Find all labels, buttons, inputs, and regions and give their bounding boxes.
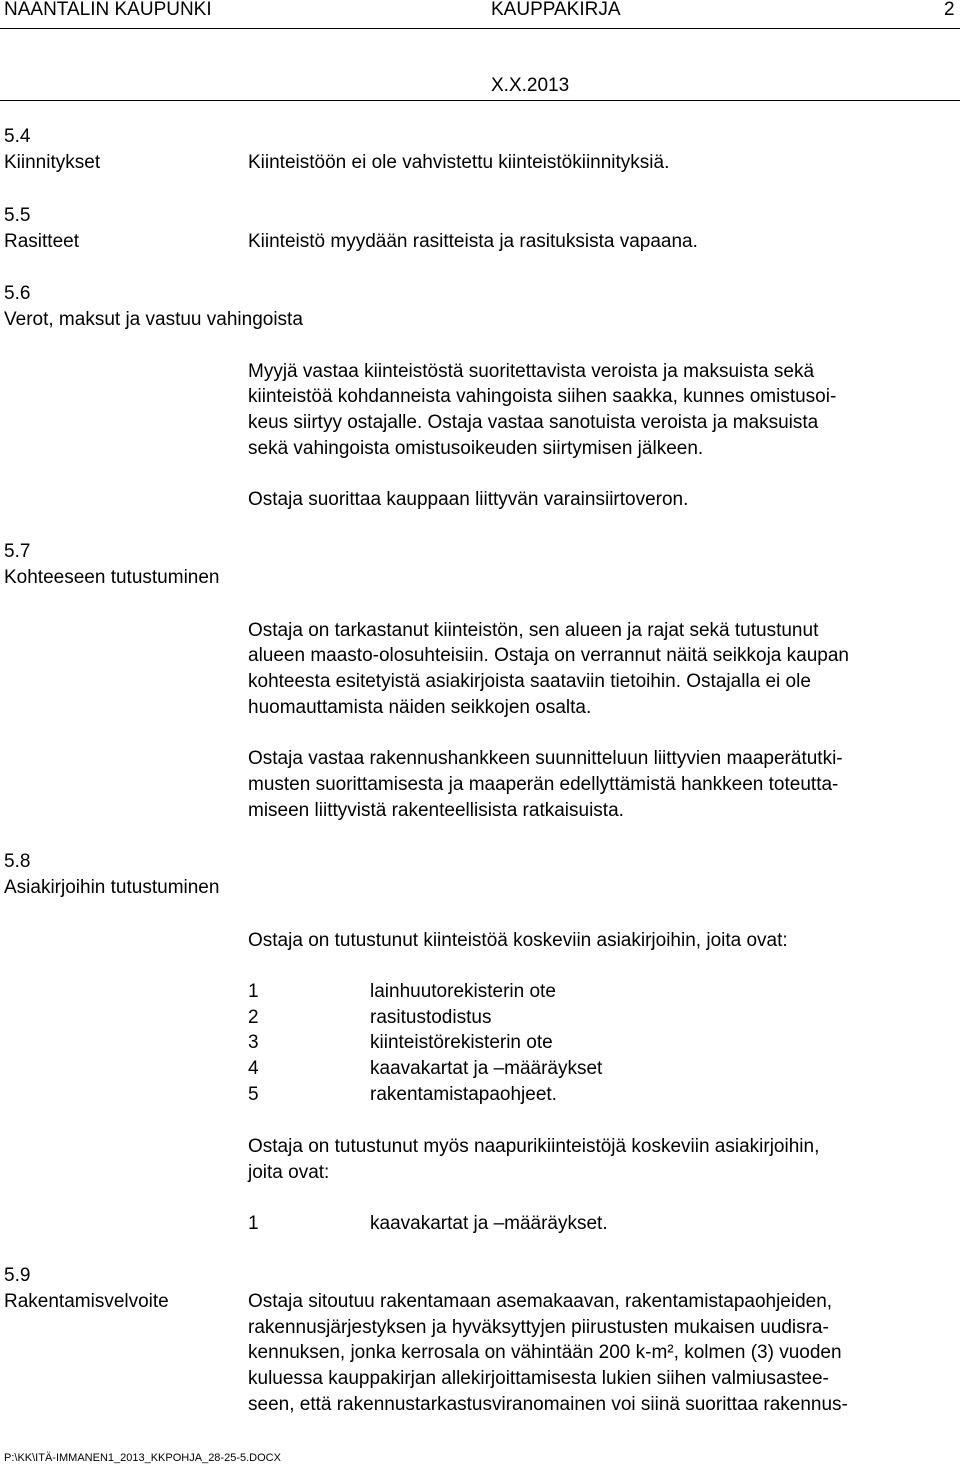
header-doc-title: KAUPPAKIRJA xyxy=(491,0,621,20)
doc-list-item: kaavakartat ja –määräykset xyxy=(370,1058,603,1079)
doc-list-number: 4 xyxy=(248,1058,259,1079)
neighbour-doc-list-number: 1 xyxy=(248,1213,259,1234)
header-top-rule xyxy=(0,28,960,29)
section-5-6-line-2: kiinteistöä kohdanneista vahingoista siihen saakka, kunnes omistusoi- xyxy=(248,386,837,407)
doc-list-item: kiinteistörekisterin ote xyxy=(370,1032,553,1053)
section-5-5-title: Rasitteet xyxy=(4,231,79,252)
doc-list-number: 5 xyxy=(248,1084,259,1105)
section-5-9-line-5: seen, että rakennustarkastusviranomainen voi siinä suorittaa rakennus- xyxy=(248,1394,848,1415)
section-5-4-text: Kiinteistöön ei ole vahvistettu kiinteistökiinnityksiä. xyxy=(248,152,670,173)
section-5-7-p1-line-1: Ostaja on tarkastanut kiinteistön, sen alueen ja rajat sekä tutustunut xyxy=(248,620,819,641)
doc-list-item: rakentamistapaohjeet. xyxy=(370,1084,557,1105)
section-5-9-line-2: rakennusjärjestyksen ja hyväksyttyjen piirustusten mukaisen uudisra- xyxy=(248,1317,829,1338)
section-5-6-line-1: Myyjä vastaa kiinteistöstä suoritettavista veroista ja maksuista sekä xyxy=(248,361,815,382)
header-org: NAANTALIN KAUPUNKI xyxy=(4,0,212,20)
section-5-7-p1-line-2: alueen maasto-olosuhteisiin. Ostaja on verrannut näitä seikkoja kaupan xyxy=(248,645,849,666)
section-5-9-number: 5.9 xyxy=(4,1265,31,1286)
section-5-8-neighbour-intro-line-2: joita ovat: xyxy=(248,1162,330,1183)
header-date: X.X.2013 xyxy=(491,75,570,96)
section-5-9-line-3: kennuksen, jonka kerrosala on vähintään 200 k-m², kolmen (3) vuoden xyxy=(248,1342,842,1363)
section-5-6-number: 5.6 xyxy=(4,283,31,304)
section-5-7-p1-line-3: kohteesta esitetyistä asiakirjoista saataviin tietoihin. Ostajalla ei ole xyxy=(248,671,811,692)
section-5-6-line-3: keus siirtyy ostajalle. Ostaja vastaa sanotuista veroista ja maksuista xyxy=(248,412,819,433)
section-5-8-title: Asiakirjoihin tutustuminen xyxy=(4,877,220,898)
doc-list-item: rasitustodistus xyxy=(370,1007,492,1028)
section-5-7-title: Kohteeseen tutustuminen xyxy=(4,567,220,588)
section-5-8-intro: Ostaja on tutustunut kiinteistöä koskeviin asiakirjoihin, joita ovat: xyxy=(248,930,788,951)
section-5-4-number: 5.4 xyxy=(4,126,31,147)
doc-list-number: 3 xyxy=(248,1032,259,1053)
header-bottom-rule xyxy=(0,100,960,101)
doc-list-item: lainhuutorekisterin ote xyxy=(370,981,556,1002)
section-5-7-p2-line-1: Ostaja vastaa rakennushankkeen suunnitteluun liittyvien maaperätutki- xyxy=(248,748,843,769)
section-5-6-title: Verot, maksut ja vastuu vahingoista xyxy=(4,309,303,330)
section-5-7-p2-line-2: musten suorittamisesta ja maaperän edellyttämistä hankkeen toteutta- xyxy=(248,774,839,795)
header-page-number: 2 xyxy=(944,0,955,20)
section-5-5-number: 5.5 xyxy=(4,205,31,226)
section-5-4-title: Kiinnitykset xyxy=(4,152,101,173)
section-5-8-neighbour-intro-line-1: Ostaja on tutustunut myös naapurikiinteistöjä koskeviin asiakirjoihin, xyxy=(248,1136,820,1157)
section-5-9-line-4: kuluessa kauppakirjan allekirjoittamisesta lukien siihen valmiusastee- xyxy=(248,1368,829,1389)
section-5-7-p1-line-4: huomauttamista näiden seikkojen osalta. xyxy=(248,697,592,718)
section-5-8-number: 5.8 xyxy=(4,851,31,872)
section-5-7-number: 5.7 xyxy=(4,541,31,562)
doc-list-number: 1 xyxy=(248,981,259,1002)
section-5-9-title: Rakentamisvelvoite xyxy=(4,1291,169,1312)
section-5-6-line-4: sekä vahingoista omistusoikeuden siirtymisen jälkeen. xyxy=(248,438,704,459)
doc-list-number: 2 xyxy=(248,1007,259,1028)
section-5-9-line-1: Ostaja sitoutuu rakentamaan asemakaavan, rakentamistapaohjeiden, xyxy=(248,1291,833,1312)
section-5-7-p2-line-3: miseen liittyvistä rakenteellisista ratkaisuista. xyxy=(248,800,624,821)
section-5-6-transfer-tax: Ostaja suorittaa kauppaan liittyvän varainsiirtoveron. xyxy=(248,489,689,510)
footer-file-path: P:\KK\ITÄ-IMMANEN1_2013_KKPOHJA_28-25-5.DOCX xyxy=(4,1452,281,1464)
neighbour-doc-list-item: kaavakartat ja –määräykset. xyxy=(370,1213,608,1234)
section-5-5-text: Kiinteistö myydään rasitteista ja rasituksista vapaana. xyxy=(248,231,698,252)
